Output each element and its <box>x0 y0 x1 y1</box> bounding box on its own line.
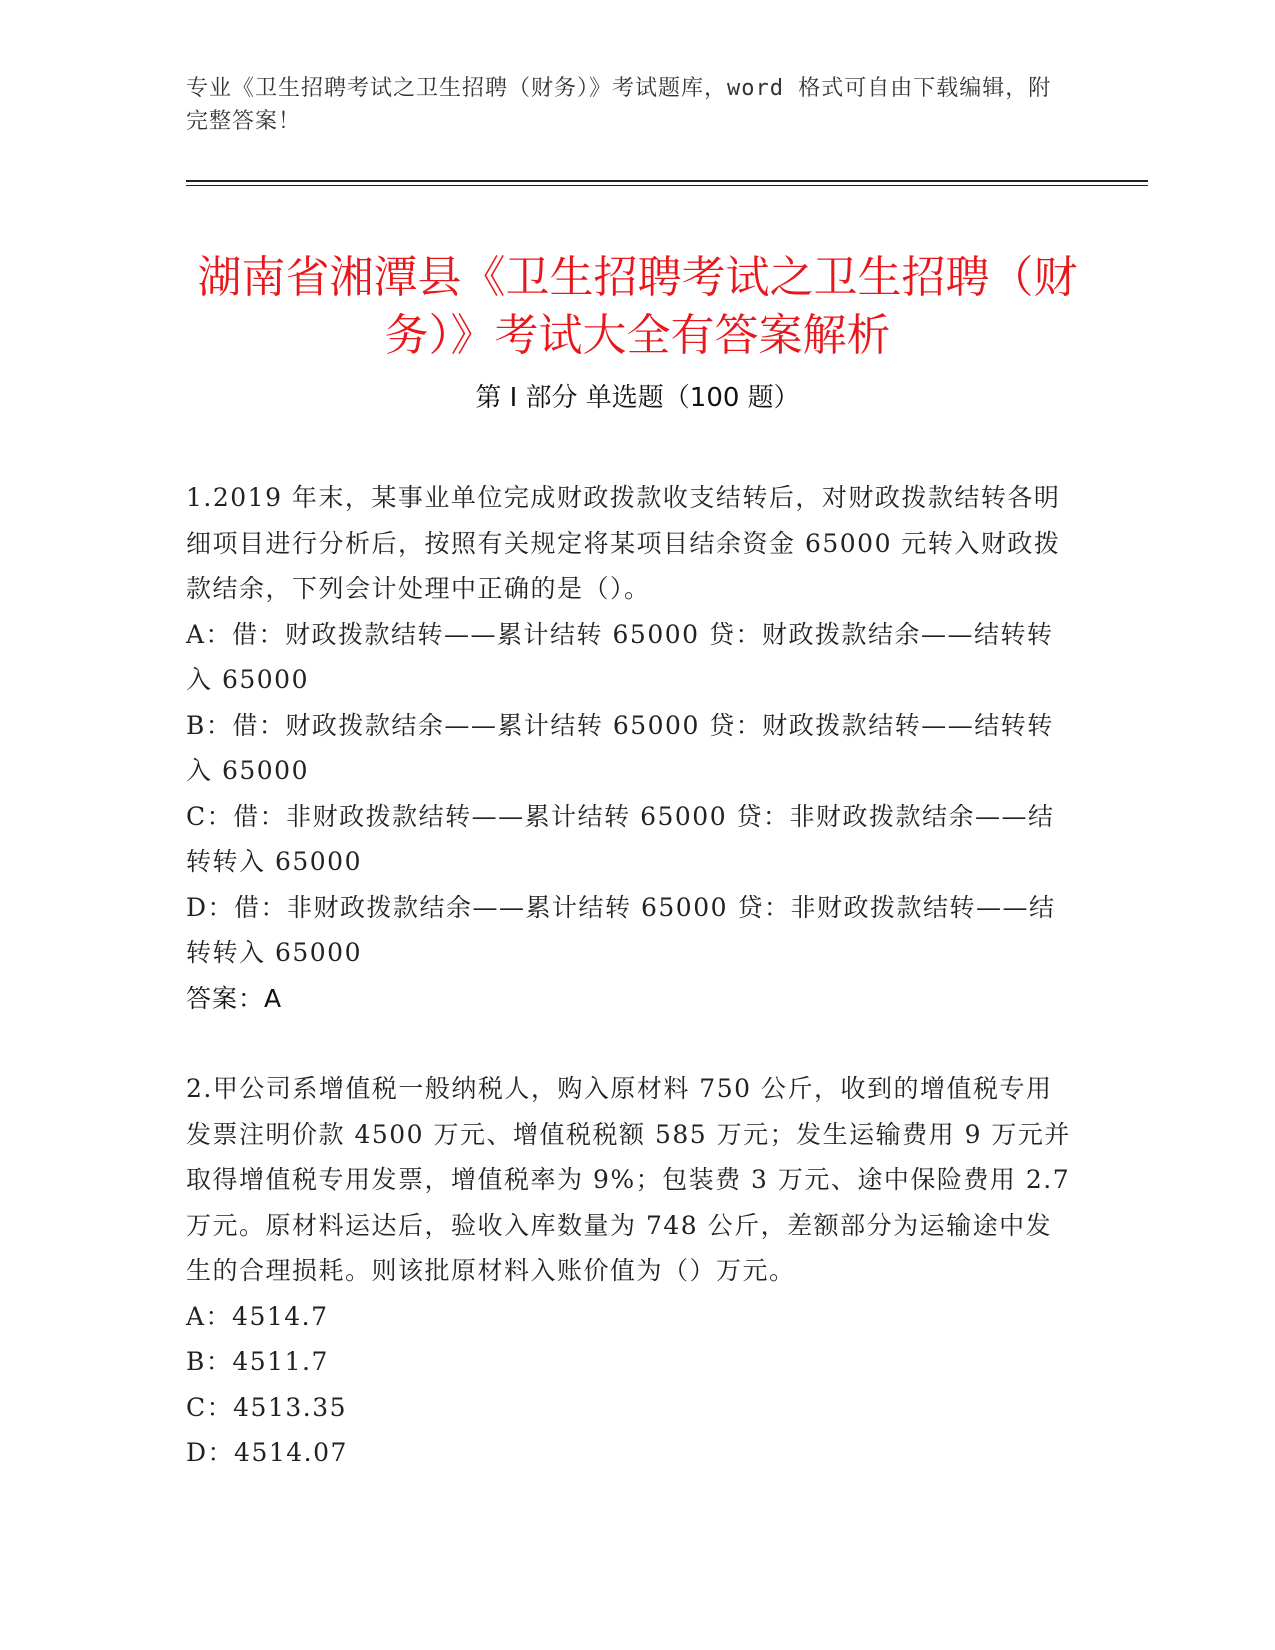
section-heading: 第 I 部分 单选题（100 题） <box>475 383 800 413</box>
option-a: A：借：财政拨款结转——累计结转 65000 贷：财政拨款结余——结转转入 65000 <box>186 619 1054 694</box>
option-c: C：借：非财政拨款结转——累计结转 65000 贷：非财政拨款结余——结转转入 65000 <box>186 801 1055 876</box>
option-b: B：借：财政拨款结余——累计结转 65000 贷：财政拨款结转——结转转入 65000 <box>186 710 1054 785</box>
option-c: C：4513.35 <box>186 1392 348 1422</box>
question-stem: 2.甲公司系增值税一般纳税人，购入原材料 750 公斤，收到的增值税专用发票注明价款 4500 万元、增值税税额 585 万元；发生运输费用 9 万元并取得增值税专用发票，增值税率为 9%；包装费 3 万元、途中保险费用 2.7 万元。原材料运达后，验收入库数量为 748 公斤，差额部分为运输途中发生的合理损耗。则该批原材料入账价值为（）万元。 <box>186 1074 1071 1285</box>
question-stem: 1.2019 年末，某事业单位完成财政拨款收支结转后，对财政拨款结转各明细项目进行分析后，按照有关规定将某项目结余资金 65000 元转入财政拨款结余，下列会计处理中正确的是（）。 <box>186 483 1061 603</box>
option-a: A：4514.7 <box>186 1301 329 1331</box>
question-1 <box>186 475 1071 1021</box>
document-title: 湖南省湘潭县《卫生招聘考试之卫生招聘（财务）》考试大全有答案解析 <box>197 252 1078 362</box>
header-divider-thick <box>186 180 1148 182</box>
option-d: D：借：非财政拨款结余——累计结转 65000 贷：非财政拨款结转——结转转入 65000 <box>186 892 1056 967</box>
option-d: D：4514.07 <box>186 1438 348 1467</box>
option-b: B：4511.7 <box>186 1347 329 1376</box>
header-note: 专业《卫生招聘考试之卫生招聘（财务）》考试题库，word 格式可自由下载编辑，附完整答案！ <box>186 76 1052 134</box>
answer-label: 答案：A <box>186 983 283 1013</box>
header-divider-thin <box>186 185 1148 186</box>
question-2 <box>186 1066 1071 1476</box>
